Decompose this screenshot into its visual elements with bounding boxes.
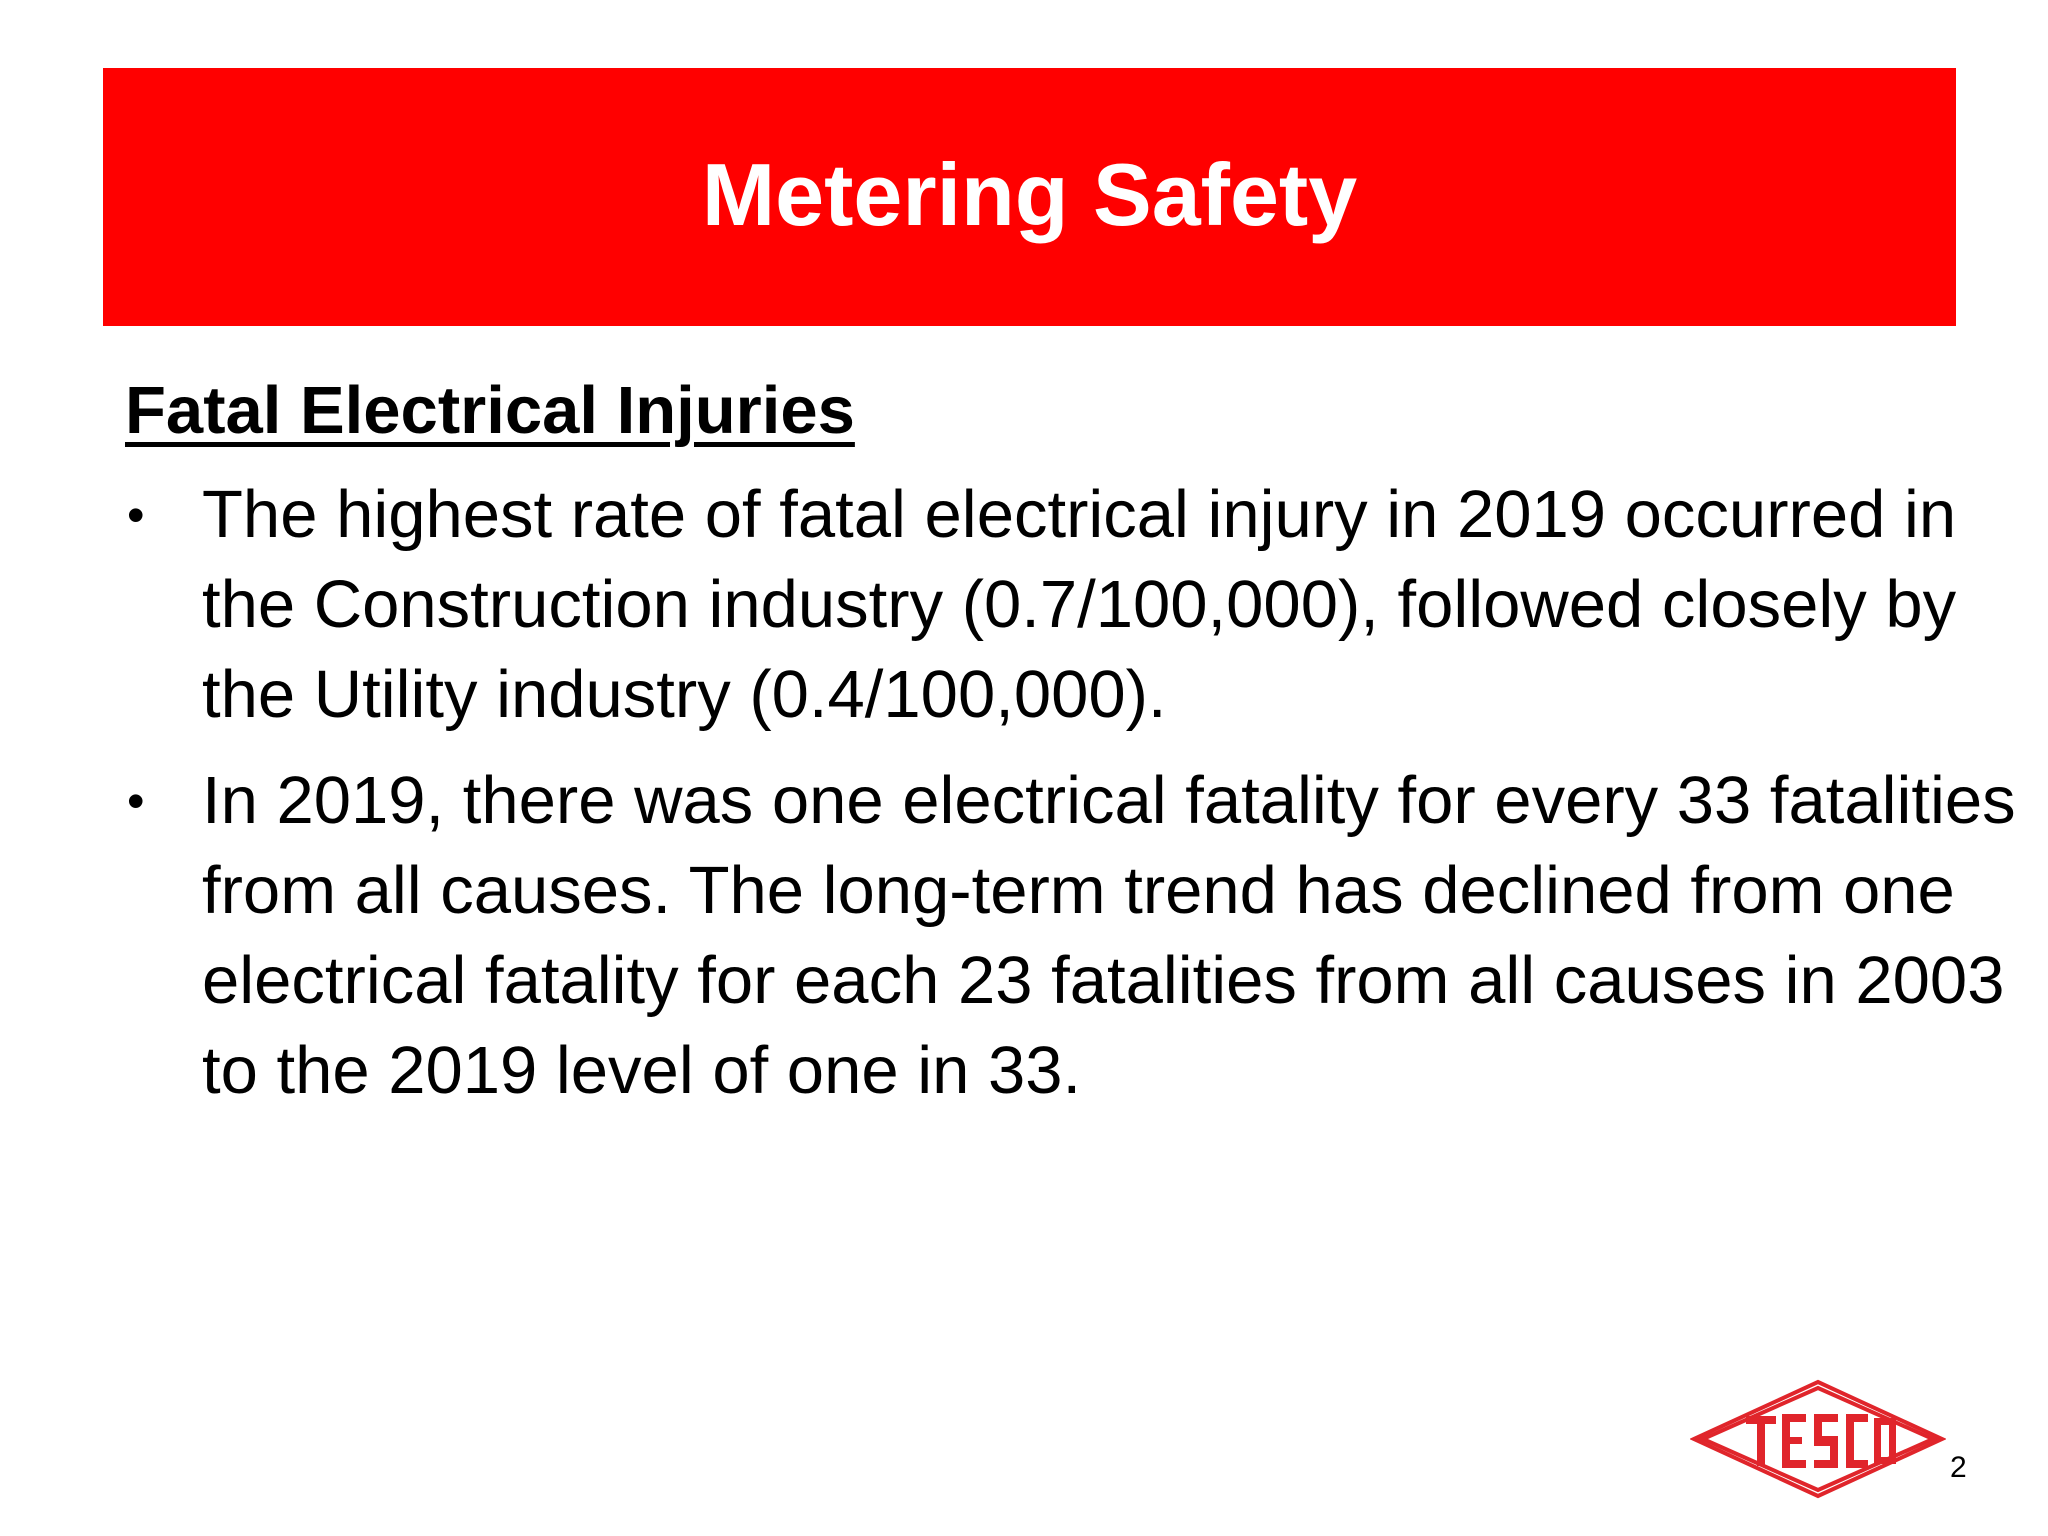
bullet-text: In 2019, there was one electrical fatality for every 33 fatalities from all causes. The long-term trend has declined from one electrical fatality for each 23 fatalities from all causes in 2003 to the 2019 level of one in 33. — [202, 763, 2016, 1108]
bullet-icon: • — [127, 773, 145, 829]
bullet-item — [125, 756, 2016, 1116]
section-heading: Fatal Electrical Injuries — [125, 373, 855, 448]
bullet-icon: • — [127, 487, 145, 543]
bullet-list — [125, 470, 2016, 1132]
bullet-text: The highest rate of fatal electrical injury in 2019 occurred in the Construction industry (0.7/100,000), followed closely by the Utility industry (0.4/100,000). — [202, 477, 1957, 732]
title-bar — [103, 68, 1956, 326]
bullet-item — [125, 470, 2005, 740]
page-number: 2 — [1950, 1451, 1967, 1484]
slide-title: Metering Safety — [701, 145, 1358, 244]
tesco-logo — [1690, 1374, 1946, 1504]
